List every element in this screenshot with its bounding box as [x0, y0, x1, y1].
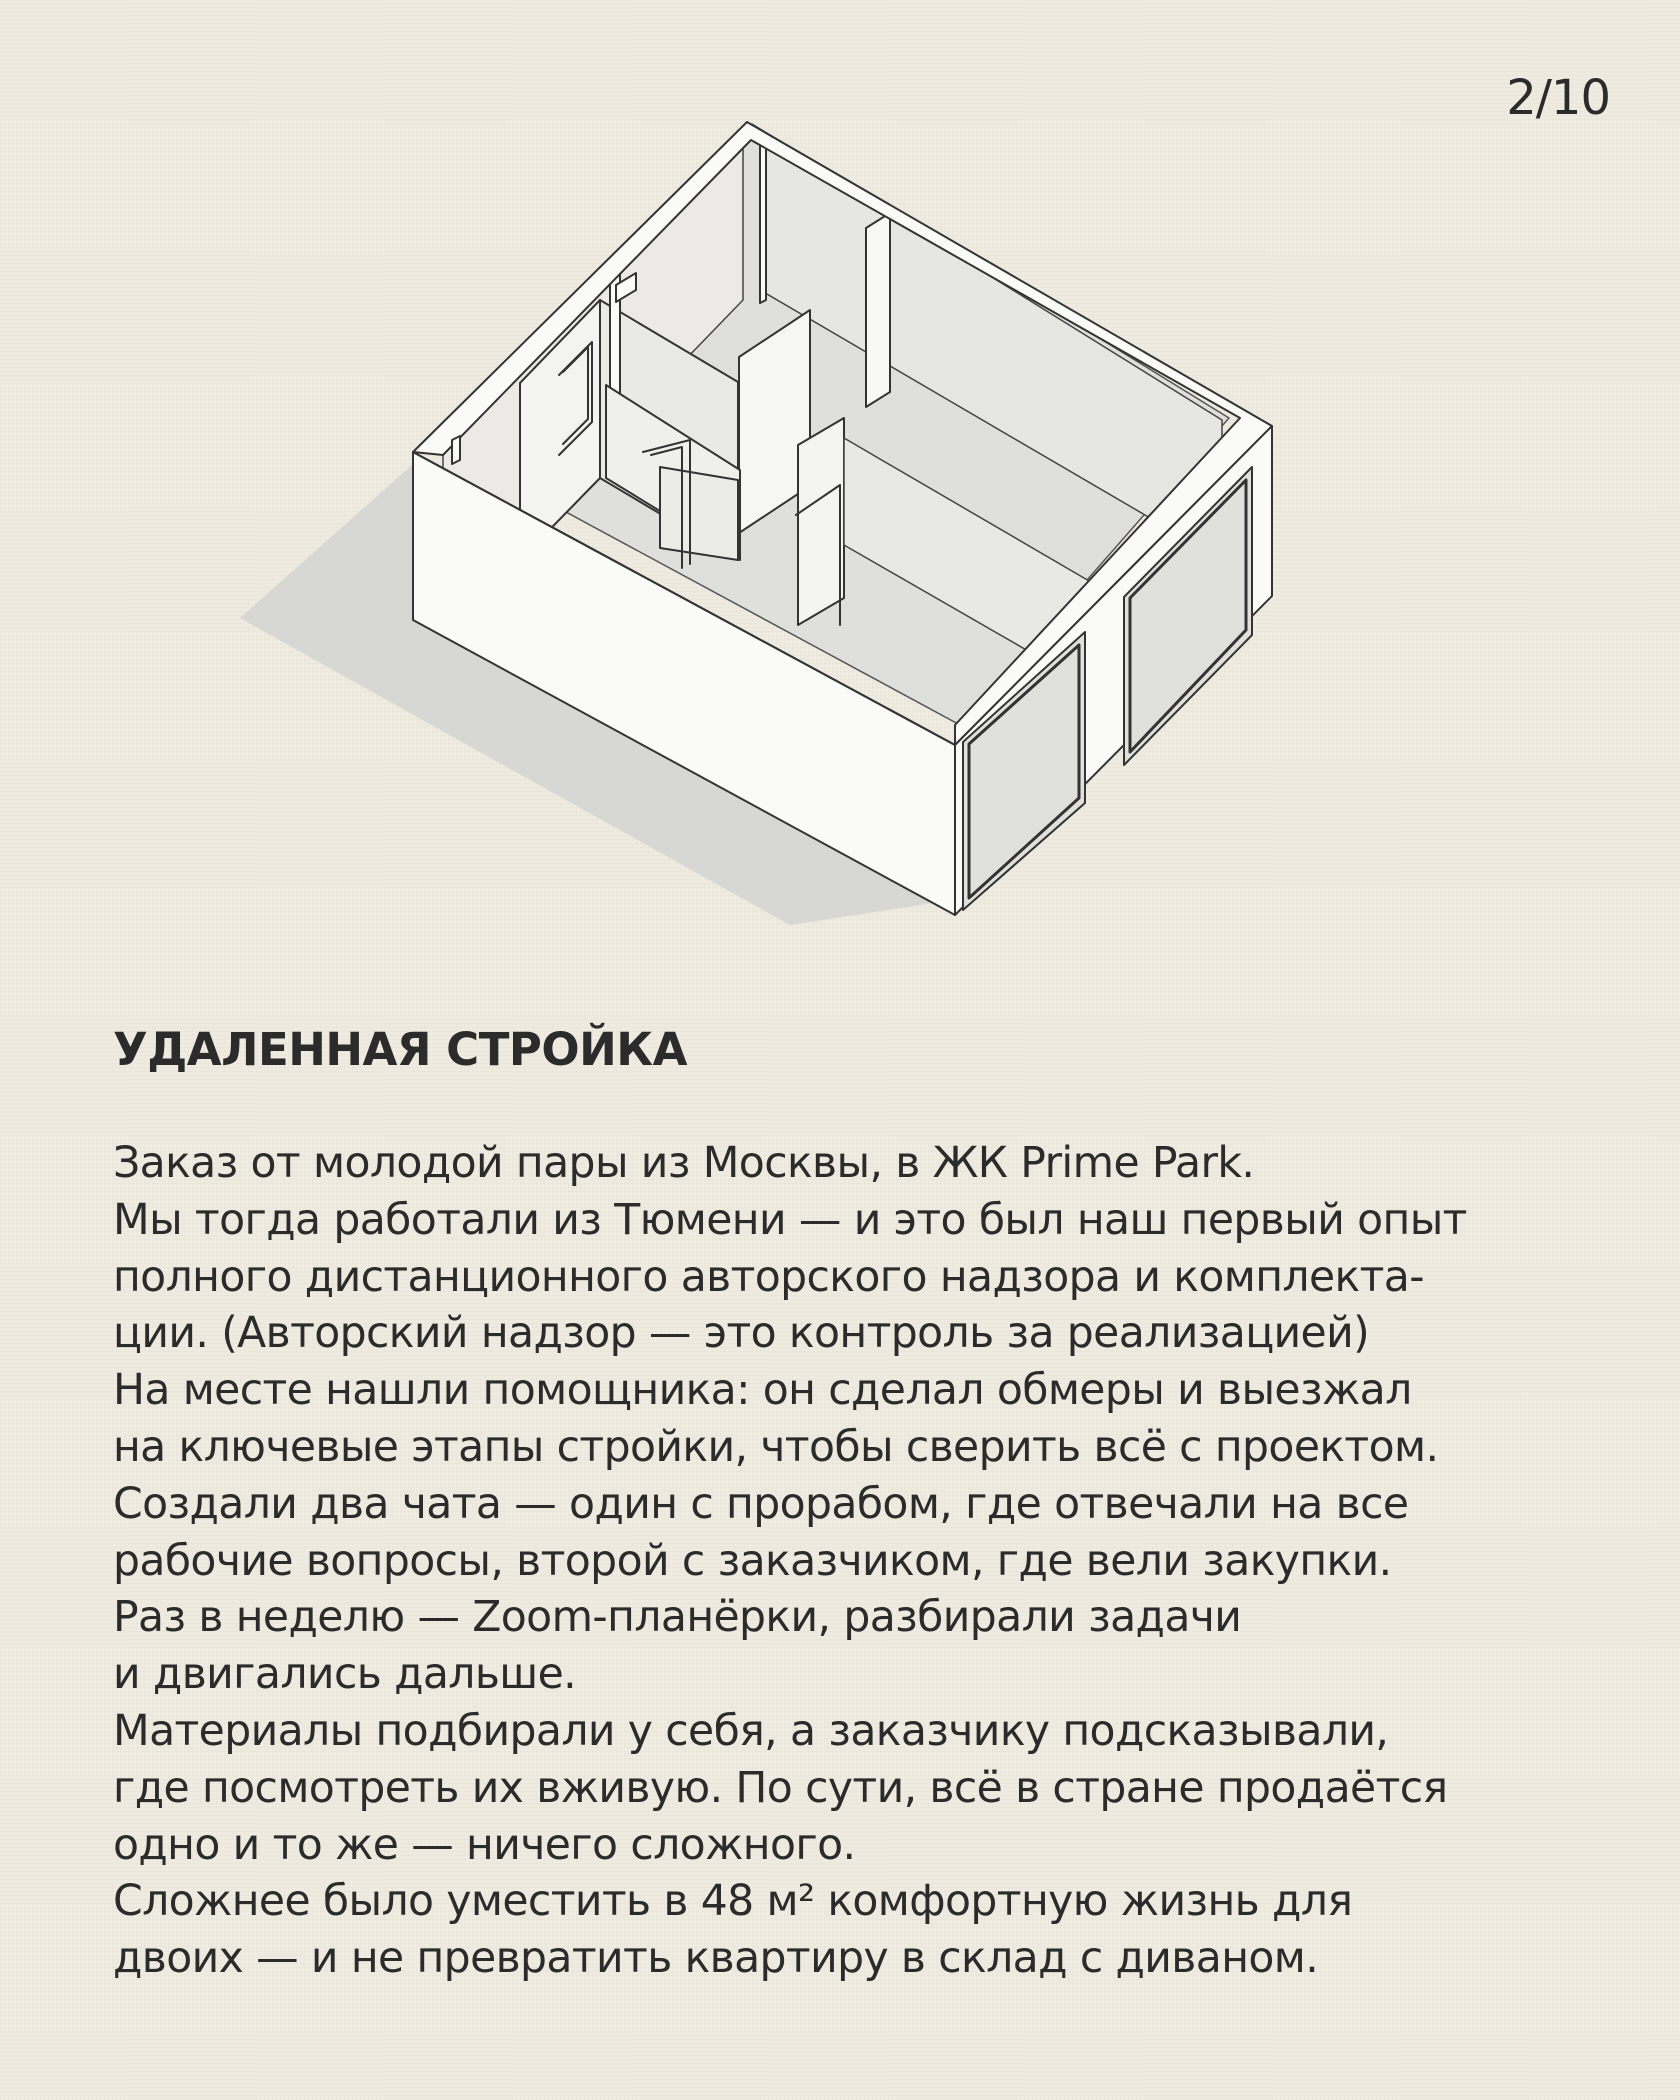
body-text — [113, 1136, 1633, 1988]
shaft-2 — [760, 142, 766, 303]
body-line: полного дистанционного авторского надзора и комплекта- — [113, 1252, 1424, 1302]
body-line: и двигались дальше. — [113, 1650, 577, 1700]
body-line: рабочие вопросы, второй с заказчиком, где вели закупки. — [113, 1536, 1392, 1586]
partition-6 — [798, 418, 844, 625]
partition-5 — [866, 213, 890, 407]
body-line: Заказ от молодой пары из Москвы, в ЖК Prime Park. — [113, 1139, 1255, 1188]
body-line: одно и то же — ничего сложного. — [113, 1820, 856, 1870]
body-line: Мы тогда работали из Тюмени — и это был наш первый опыт — [113, 1195, 1467, 1245]
body-line: Создали два чата — один с прорабом, где отвечали на все — [113, 1479, 1409, 1529]
body-line: Сложнее было уместить в 48 м² комфортную жизнь для — [113, 1877, 1353, 1927]
body-line: на ключевые этапы стройки, чтобы сверить всё с проектом. — [113, 1422, 1439, 1472]
isometric-apartment-plan-icon — [0, 0, 1680, 960]
section-heading: УДАЛЕННАЯ СТРОЙКА — [113, 1023, 687, 1076]
body-line: На месте нашли помощника: он сделал обмеры и выезжал — [113, 1366, 1412, 1416]
body-line: Материалы подбирали у себя, а заказчику подсказывали, — [113, 1706, 1389, 1756]
partition-9 — [660, 467, 738, 560]
body-line: где посмотреть их вживую. По сути, всё в стране продаётся — [113, 1763, 1448, 1813]
page-counter: 2/10 — [1506, 70, 1610, 126]
body-line: двоих — и не превратить квартиру в склад с диваном. — [113, 1934, 1319, 1984]
column — [452, 436, 460, 464]
body-line: Раз в неделю — Zoom-планёрки, разбирали задачи — [113, 1593, 1242, 1643]
body-line: ции. (Авторский надзор — это контроль за реализацией) — [113, 1309, 1370, 1359]
